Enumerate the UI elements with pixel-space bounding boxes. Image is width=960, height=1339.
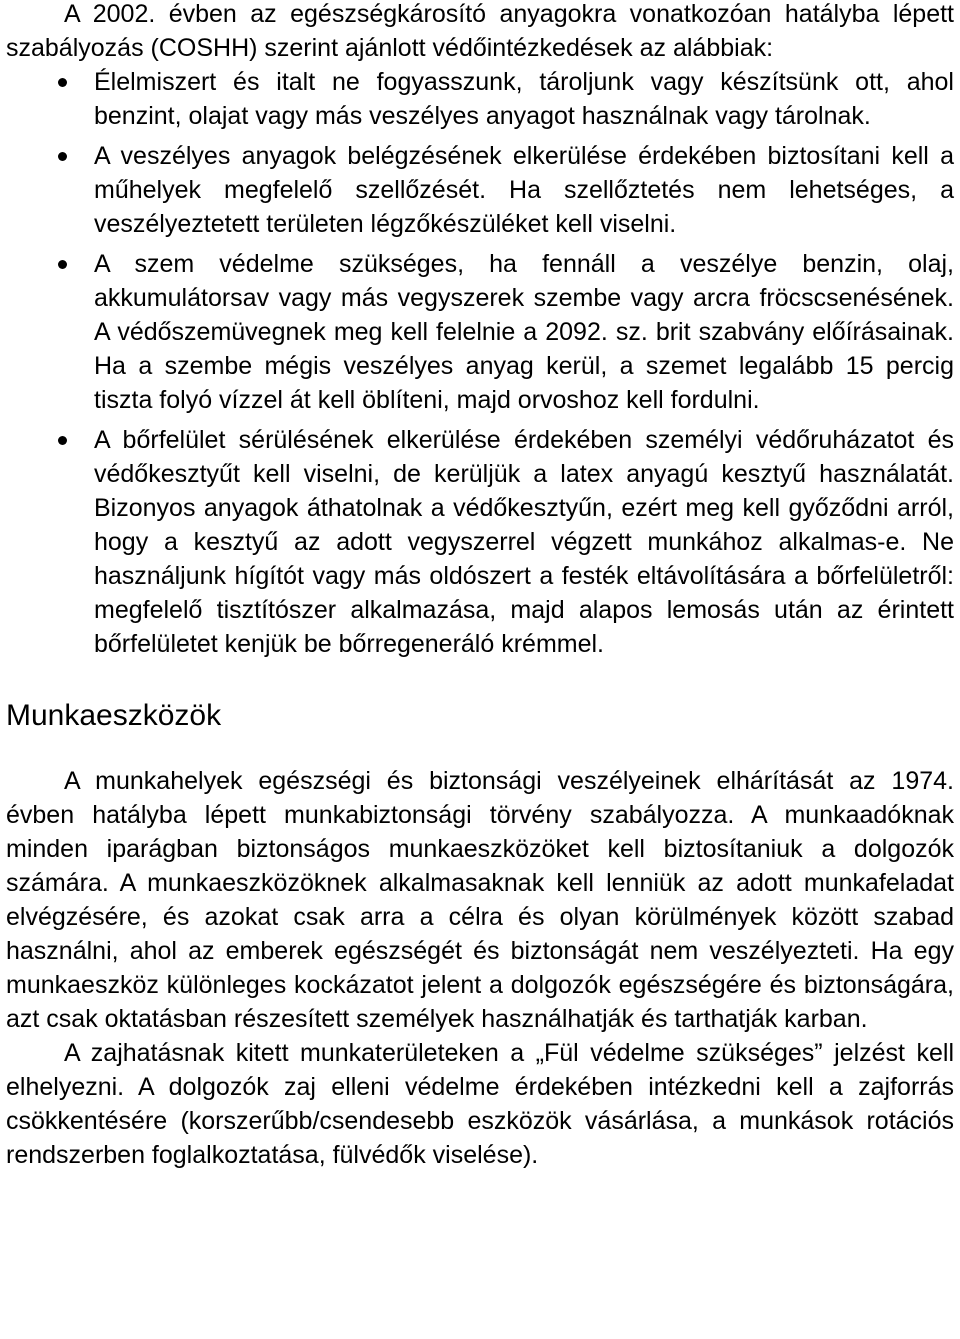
list-item bbox=[6, 423, 954, 661]
bullet-icon bbox=[58, 152, 67, 161]
list-item-text: Élelmiszert és italt ne fogyasszunk, tároljunk vagy készítsünk ott, ahol benzint, olajat vagy más veszélyes anyagot használnak vagy tárolnak. bbox=[94, 68, 954, 130]
body-paragraph: A zajhatásnak kitett munkaterületeken a „Fül védelme szükséges” jelzést kell elhelyezni. A dolgozók zaj elleni védelme érdekében intézkedni kell a zajforrás csökkentésére (korszerűbb/csendesebb eszközök vásárlása, a munkások rotációs rendszerben foglalkoztatása, fülvédők viselése). bbox=[6, 1039, 954, 1169]
section-body bbox=[6, 764, 954, 1172]
list-item bbox=[6, 65, 954, 133]
list-item bbox=[6, 139, 954, 241]
body-paragraph: A munkahelyek egészségi és biztonsági veszélyeinek elhárítását az 1974. évben hatályba lépett munkabiztonsági törvény szabályozza. A munkaadóknak minden iparágban biztonságos munkaeszközöket kell biztosítaniuk a dolgozók számára. A munkaeszközöknek alkalmasaknak kell lenniük az adott munkafeladat elvégzésére, és azokat csak arra a célra és olyan körülmények között szabad használni, ahol az emberek egészségét és biztonságát nem veszélyezteti. Ha egy munkaeszköz különleges kockázatot jelent a dolgozók egészségére és biztonságára, azt csak oktatásban részesített személyek használhatják és tarthatják karban. bbox=[6, 767, 954, 1033]
list-item-text: A szem védelme szükséges, ha fennáll a veszélye benzin, olaj, akkumulátorsav vagy más vegyszerek szembe vagy arcra fröcscsenésének. A védőszemüvegnek meg kell felelnie a 2092. sz. brit szabvány előírásainak. Ha a szembe mégis veszélyes anyag kerül, a szemet legalább 15 percig tiszta folyó vízzel át kell öblíteni, majd orvoshoz kell fordulni. bbox=[94, 250, 954, 414]
list-item bbox=[6, 247, 954, 417]
bullet-icon bbox=[58, 260, 67, 269]
list-item-text: A bőrfelület sérülésének elkerülése érdekében személyi védőruházatot és védőkesztyűt kell viselni, de kerüljük a latex anyagú kesztyű használatát. Bizonyos anyagok áthatolnak a védőkesztyűn, ezért meg kell győződni arról, hogy a kesztyű az adott vegyszerrel végzett munkához alkalmas-e. Ne használjunk hígítót vagy más oldószert a festék eltávolítására a bőrfelületről: megfelelő tisztítószer alkalmazása, majd alapos lemosás után az érintett bőrfelületet kenjük be bőrregeneráló krémmel. bbox=[94, 426, 954, 658]
section-heading: Munkaeszközök bbox=[6, 699, 222, 732]
bullet-icon bbox=[58, 436, 67, 445]
list-item-text: A veszélyes anyagok belégzésének elkerülése érdekében biztosítani kell a műhelyek megfelelő szellőzését. Ha szellőztetés nem lehetséges, a veszélyeztetett területen légzőkészüléket kell viselni. bbox=[94, 142, 954, 238]
intro-paragraph: A 2002. évben az egészségkárosító anyagokra vonatkozóan hatályba lépett szabályozás (COSHH) szerint ajánlott védőintézkedések az alábbiak: bbox=[6, 0, 954, 62]
bullet-icon bbox=[58, 78, 67, 87]
protective-measures-list bbox=[6, 65, 954, 661]
